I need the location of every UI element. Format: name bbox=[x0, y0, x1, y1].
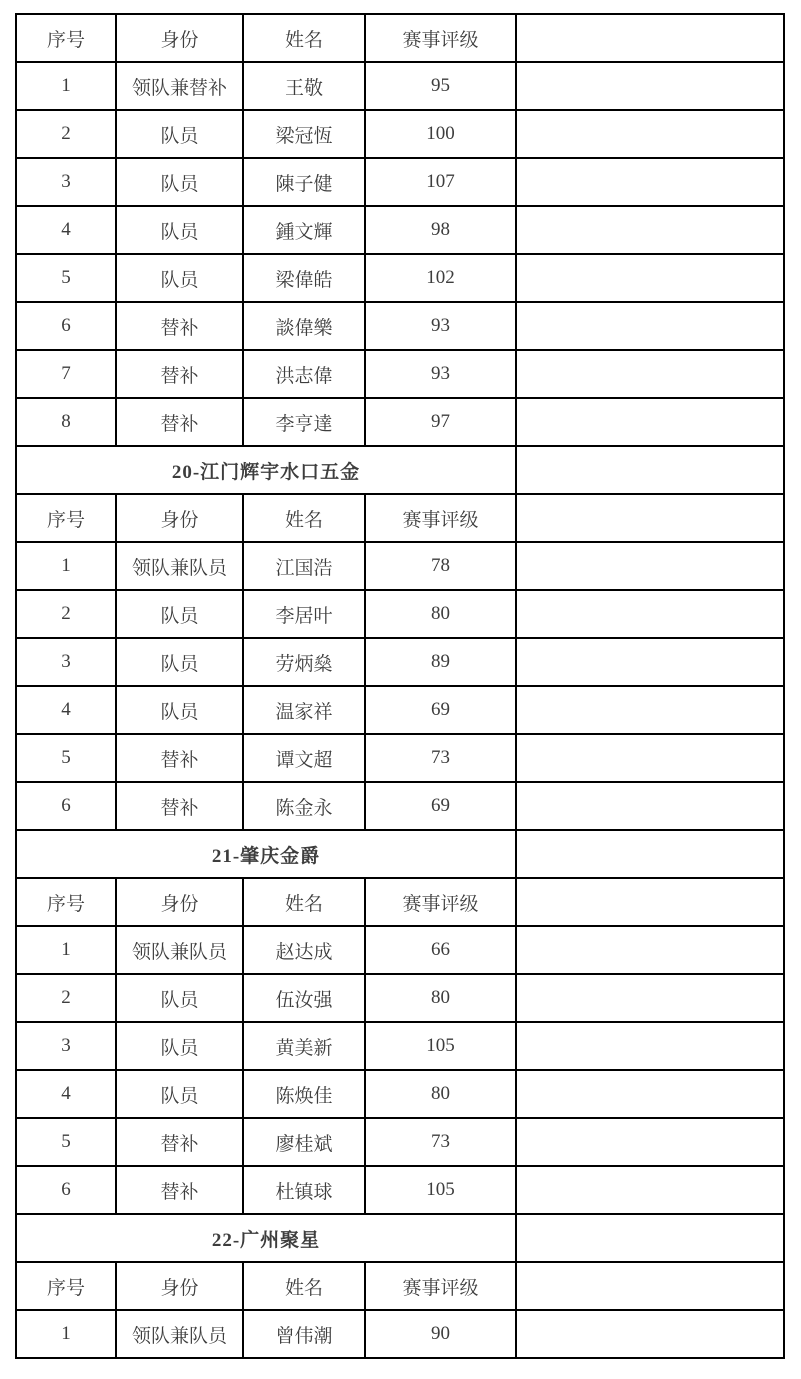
rating-cell: 89 bbox=[365, 638, 516, 686]
name-cell: 伍汝强 bbox=[243, 974, 365, 1022]
role-cell: 领队兼队员 bbox=[116, 1310, 243, 1358]
rating-cell: 105 bbox=[365, 1022, 516, 1070]
roster-table bbox=[15, 13, 785, 1359]
empty-cell bbox=[516, 350, 784, 398]
row-number-cell: 1 bbox=[16, 542, 116, 590]
column-header: 序号 bbox=[16, 494, 116, 542]
empty-cell bbox=[516, 1166, 784, 1214]
rating-cell: 69 bbox=[365, 686, 516, 734]
column-header: 赛事评级 bbox=[365, 14, 516, 62]
empty-cell bbox=[516, 782, 784, 830]
roster-row bbox=[16, 638, 784, 686]
name-cell: 赵达成 bbox=[243, 926, 365, 974]
empty-cell bbox=[516, 62, 784, 110]
empty-cell bbox=[516, 206, 784, 254]
rating-cell: 90 bbox=[365, 1310, 516, 1358]
roster-row bbox=[16, 686, 784, 734]
rating-cell: 69 bbox=[365, 782, 516, 830]
row-number-cell: 8 bbox=[16, 398, 116, 446]
row-number-cell: 2 bbox=[16, 590, 116, 638]
roster-row bbox=[16, 206, 784, 254]
name-cell: 谭文超 bbox=[243, 734, 365, 782]
column-header-row bbox=[16, 1262, 784, 1310]
column-header: 姓名 bbox=[243, 14, 365, 62]
column-header: 赛事评级 bbox=[365, 494, 516, 542]
row-number-cell: 4 bbox=[16, 1070, 116, 1118]
row-number-cell: 4 bbox=[16, 206, 116, 254]
name-cell: 劳炳燊 bbox=[243, 638, 365, 686]
rating-cell: 73 bbox=[365, 1118, 516, 1166]
roster-row bbox=[16, 302, 784, 350]
roster-row bbox=[16, 398, 784, 446]
role-cell: 队员 bbox=[116, 158, 243, 206]
rating-cell: 105 bbox=[365, 1166, 516, 1214]
column-header: 身份 bbox=[116, 14, 243, 62]
roster-row bbox=[16, 62, 784, 110]
row-number-cell: 3 bbox=[16, 158, 116, 206]
roster-row bbox=[16, 1070, 784, 1118]
row-number-cell: 5 bbox=[16, 734, 116, 782]
roster-row bbox=[16, 158, 784, 206]
rating-cell: 80 bbox=[365, 974, 516, 1022]
rating-cell: 97 bbox=[365, 398, 516, 446]
column-header: 身份 bbox=[116, 878, 243, 926]
name-cell: 陈金永 bbox=[243, 782, 365, 830]
role-cell: 领队兼队员 bbox=[116, 542, 243, 590]
rating-cell: 102 bbox=[365, 254, 516, 302]
column-header: 序号 bbox=[16, 1262, 116, 1310]
row-number-cell: 5 bbox=[16, 1118, 116, 1166]
empty-cell bbox=[516, 974, 784, 1022]
roster-row bbox=[16, 782, 784, 830]
team-banner: 22-广州聚星 bbox=[16, 1214, 516, 1262]
empty-cell bbox=[516, 1022, 784, 1070]
name-cell: 李居叶 bbox=[243, 590, 365, 638]
empty-cell bbox=[516, 398, 784, 446]
empty-cell bbox=[516, 926, 784, 974]
empty-cell bbox=[516, 1214, 784, 1262]
roster-row bbox=[16, 110, 784, 158]
row-number-cell: 4 bbox=[16, 686, 116, 734]
rating-cell: 73 bbox=[365, 734, 516, 782]
roster-row bbox=[16, 1310, 784, 1358]
role-cell: 领队兼替补 bbox=[116, 62, 243, 110]
name-cell: 談偉樂 bbox=[243, 302, 365, 350]
name-cell: 洪志偉 bbox=[243, 350, 365, 398]
role-cell: 队员 bbox=[116, 254, 243, 302]
role-cell: 队员 bbox=[116, 206, 243, 254]
empty-cell bbox=[516, 830, 784, 878]
rating-cell: 95 bbox=[365, 62, 516, 110]
rating-cell: 80 bbox=[365, 1070, 516, 1118]
row-number-cell: 2 bbox=[16, 974, 116, 1022]
role-cell: 队员 bbox=[116, 1022, 243, 1070]
team-banner-row bbox=[16, 446, 784, 494]
name-cell: 王敬 bbox=[243, 62, 365, 110]
roster-row bbox=[16, 590, 784, 638]
column-header-row bbox=[16, 878, 784, 926]
row-number-cell: 5 bbox=[16, 254, 116, 302]
role-cell: 替补 bbox=[116, 782, 243, 830]
empty-cell bbox=[516, 638, 784, 686]
role-cell: 替补 bbox=[116, 734, 243, 782]
row-number-cell: 6 bbox=[16, 1166, 116, 1214]
column-header: 序号 bbox=[16, 14, 116, 62]
name-cell: 曾伟潮 bbox=[243, 1310, 365, 1358]
role-cell: 队员 bbox=[116, 974, 243, 1022]
row-number-cell: 7 bbox=[16, 350, 116, 398]
row-number-cell: 6 bbox=[16, 302, 116, 350]
name-cell: 廖桂斌 bbox=[243, 1118, 365, 1166]
rating-cell: 98 bbox=[365, 206, 516, 254]
roster-row bbox=[16, 926, 784, 974]
role-cell: 替补 bbox=[116, 350, 243, 398]
rating-cell: 93 bbox=[365, 350, 516, 398]
column-header: 姓名 bbox=[243, 878, 365, 926]
column-header-row bbox=[16, 14, 784, 62]
rating-cell: 100 bbox=[365, 110, 516, 158]
empty-cell bbox=[516, 1118, 784, 1166]
column-header: 身份 bbox=[116, 494, 243, 542]
name-cell: 梁冠恆 bbox=[243, 110, 365, 158]
empty-cell bbox=[516, 734, 784, 782]
role-cell: 替补 bbox=[116, 398, 243, 446]
roster-row bbox=[16, 350, 784, 398]
row-number-cell: 1 bbox=[16, 62, 116, 110]
row-number-cell: 3 bbox=[16, 1022, 116, 1070]
row-number-cell: 2 bbox=[16, 110, 116, 158]
empty-cell bbox=[516, 302, 784, 350]
rating-cell: 80 bbox=[365, 590, 516, 638]
name-cell: 温家祥 bbox=[243, 686, 365, 734]
role-cell: 替补 bbox=[116, 1118, 243, 1166]
roster-row bbox=[16, 734, 784, 782]
roster-row bbox=[16, 974, 784, 1022]
roster-row bbox=[16, 1118, 784, 1166]
role-cell: 队员 bbox=[116, 638, 243, 686]
empty-cell bbox=[516, 1070, 784, 1118]
empty-cell bbox=[516, 446, 784, 494]
empty-cell bbox=[516, 542, 784, 590]
row-number-cell: 1 bbox=[16, 926, 116, 974]
role-cell: 领队兼队员 bbox=[116, 926, 243, 974]
role-cell: 队员 bbox=[116, 1070, 243, 1118]
name-cell: 陳子健 bbox=[243, 158, 365, 206]
column-header: 序号 bbox=[16, 878, 116, 926]
team-banner-row bbox=[16, 830, 784, 878]
roster-row bbox=[16, 542, 784, 590]
name-cell: 江国浩 bbox=[243, 542, 365, 590]
rating-cell: 107 bbox=[365, 158, 516, 206]
roster-row bbox=[16, 254, 784, 302]
column-header: 身份 bbox=[116, 1262, 243, 1310]
roster-row bbox=[16, 1166, 784, 1214]
empty-cell bbox=[516, 494, 784, 542]
name-cell: 陈焕佳 bbox=[243, 1070, 365, 1118]
name-cell: 鍾文輝 bbox=[243, 206, 365, 254]
roster-row bbox=[16, 1022, 784, 1070]
empty-cell bbox=[516, 254, 784, 302]
column-header: 姓名 bbox=[243, 1262, 365, 1310]
empty-cell bbox=[516, 110, 784, 158]
role-cell: 替补 bbox=[116, 1166, 243, 1214]
name-cell: 杜镇球 bbox=[243, 1166, 365, 1214]
column-header-row bbox=[16, 494, 784, 542]
empty-cell bbox=[516, 686, 784, 734]
team-banner-row bbox=[16, 1214, 784, 1262]
empty-cell bbox=[516, 1310, 784, 1358]
row-number-cell: 3 bbox=[16, 638, 116, 686]
column-header: 赛事评级 bbox=[365, 1262, 516, 1310]
name-cell: 梁偉皓 bbox=[243, 254, 365, 302]
empty-cell bbox=[516, 590, 784, 638]
rating-cell: 66 bbox=[365, 926, 516, 974]
empty-cell bbox=[516, 158, 784, 206]
empty-cell bbox=[516, 878, 784, 926]
empty-cell bbox=[516, 14, 784, 62]
name-cell: 黄美新 bbox=[243, 1022, 365, 1070]
role-cell: 队员 bbox=[116, 686, 243, 734]
role-cell: 队员 bbox=[116, 590, 243, 638]
team-banner: 21-肇庆金爵 bbox=[16, 830, 516, 878]
team-banner: 20-江门辉宇水口五金 bbox=[16, 446, 516, 494]
column-header: 姓名 bbox=[243, 494, 365, 542]
role-cell: 队员 bbox=[116, 110, 243, 158]
role-cell: 替补 bbox=[116, 302, 243, 350]
row-number-cell: 1 bbox=[16, 1310, 116, 1358]
rating-cell: 78 bbox=[365, 542, 516, 590]
column-header: 赛事评级 bbox=[365, 878, 516, 926]
row-number-cell: 6 bbox=[16, 782, 116, 830]
name-cell: 李亨達 bbox=[243, 398, 365, 446]
empty-cell bbox=[516, 1262, 784, 1310]
rating-cell: 93 bbox=[365, 302, 516, 350]
